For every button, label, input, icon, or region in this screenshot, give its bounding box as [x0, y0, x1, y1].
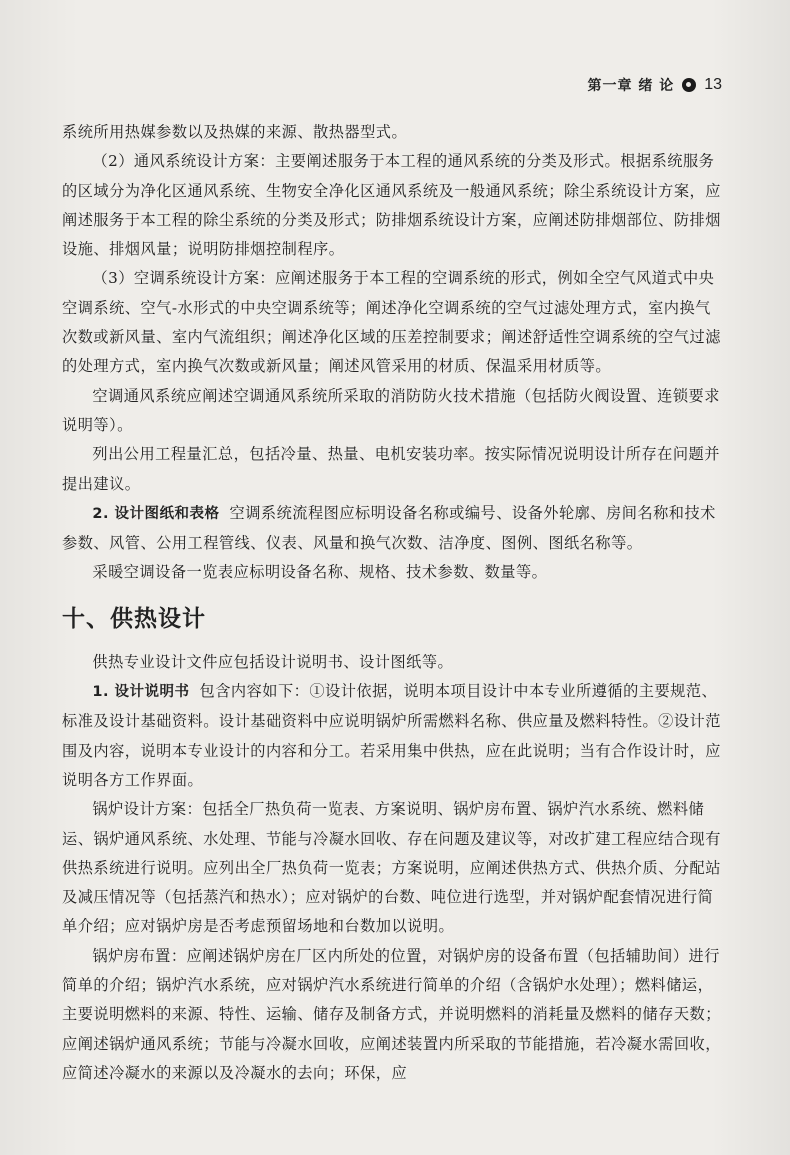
paragraph-utility-summary: 列出公用工程量汇总，包括冷量、热量、电机安装功率。按实际情况说明设计所存在问题并提出建议。 [62, 445, 720, 493]
section-title-heating-design: 十、供热设计 [62, 605, 206, 632]
design-specification-text: 包含内容如下：①设计依据，说明本项目设计中本专业所遵循的主要规范、标准及设计基础资料。设计基础资料中应说明锅炉所需燃料名称、供应量及燃料特性。②设计范围及内容，说明本专业设计的内容和分工。若采用集中供热，应在此说明；当有合作设计时，应说明各方工作界面。 [62, 682, 721, 789]
paragraph-fire-protection: 空调通风系统应阐述空调通风系统所采取的消防防火技术措施（包括防火阀设置、连锁要求说明等）。 [62, 386, 720, 434]
paragraph-1: 系统所用热媒参数以及热媒的来源、散热器型式。 [62, 123, 408, 141]
paragraph-drawings-and-tables [62, 499, 722, 559]
paragraph-heating-documents: 供热专业设计文件应包括设计说明书、设计图纸等。 [92, 652, 454, 671]
drawings-text: 空调系统流程图应标明设备名称或编号、设备外轮廓、房间名称和技术参数、风管、公用工程管线、仪表、风量和换气次数、洁净度、图例、图纸名称等。 [62, 503, 716, 553]
paragraph-ventilation-design: （2）通风系统设计方案：主要阐述服务于本工程的通风系统的分类及形式。根据系统服务的区域分为净化区通风系统、生物安全净化区通风系统及一般通风系统；除尘系统设计方案，应阐述服务于本工程的除尘系统的分类及形式；防排烟系统设计方案，应阐述防排烟部位、防排烟设施、排烟风量；说明防排烟控制程序。 [62, 152, 721, 259]
paragraph-design-specification [62, 677, 722, 795]
paragraph-boiler-design: 锅炉设计方案：包括全厂热负荷一览表、方案说明、锅炉房布置、锅炉汽水系统、燃料储运、锅炉通风系统、水处理、节能与冷凝水回收、存在问题及建议等，对改扩建工程应结合现有供热系统进行说明。应列出全厂热负荷一览表；方案说明，应阐述供热方式、供热介质、分配站及减压情况等（包括蒸汽和热水）；应对锅炉的台数、吨位进行选型，并对锅炉配套情况进行简单介绍；应对锅炉房是否考虑预留场地和台数加以说明。 [62, 800, 721, 936]
page-number: 13 [704, 76, 722, 93]
design-specification-label: 1. 设计说明书 [92, 684, 190, 701]
chapter-title: 第一章 绪 论 [587, 78, 675, 94]
chapter-marker-icon [682, 78, 696, 92]
running-header [62, 70, 722, 100]
paragraph-air-conditioning-design: （3）空调系统设计方案：应阐述服务于本工程的空调系统的形式，例如全空气风道式中央空调系统、空气-水形式的中央空调系统等；阐述净化空调系统的空气过滤处理方式，室内换气次数或新风量、室内气流组织；阐述净化区域的压差控制要求；阐述舒适性空调系统的空气过滤的处理方式，室内换气次数或新风量；阐述风管采用的材质、保温采用材质等。 [62, 269, 721, 376]
page-content [62, 118, 722, 1088]
paragraph-equipment-list: 采暖空调设备一览表应标明设备名称、规格、技术参数、数量等。 [92, 563, 548, 582]
drawings-label: 2. 设计图纸和表格 [92, 505, 220, 522]
paragraph-boiler-room-layout: 锅炉房布置：应阐述锅炉房在厂区内所处的位置，对锅炉房的设备布置（包括辅助间）进行简单的介绍；锅炉汽水系统，应对锅炉汽水系统进行简单的介绍（含锅炉水处理）；燃料储运，主要说明燃料的来源、特性、运输、储存及制备方式，并说明燃料的消耗量及燃料的储存天数；应阐述锅炉通风系统；节能与冷凝水回收，应阐述装置内所采取的节能措施，若冷凝水需回收，应简述冷凝水的来源以及冷凝水的去向；环保，应 [62, 946, 721, 1082]
